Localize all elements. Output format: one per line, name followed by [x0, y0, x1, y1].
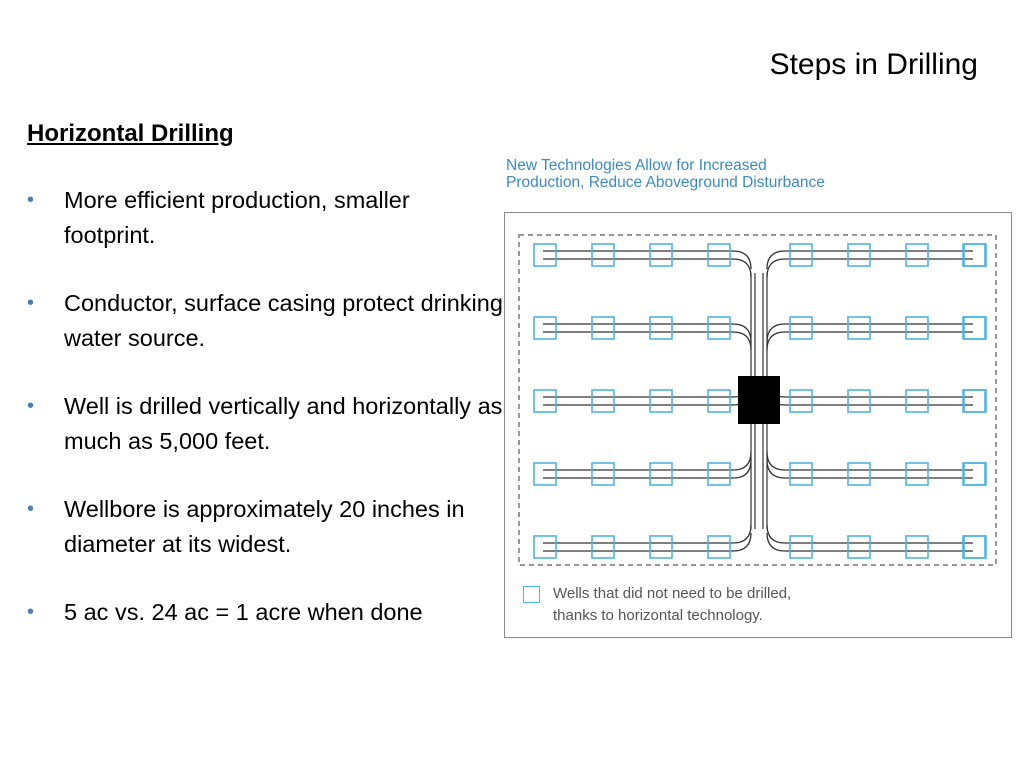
legend-line-1: Wells that did not need to be drilled,	[553, 585, 792, 602]
well-marker	[708, 317, 730, 339]
bullet-dot: •	[27, 601, 35, 623]
lateral-pipe-left	[543, 525, 751, 543]
drilling-pad	[738, 376, 780, 424]
bullet-list	[27, 183, 507, 663]
lateral-pipe-left	[543, 332, 751, 350]
well-marker	[534, 463, 556, 485]
lateral-pipe-left	[543, 379, 751, 397]
diagram-caption-line-1: New Technologies Allow for Increased	[506, 157, 767, 174]
well-marker	[650, 317, 672, 339]
well-layout-svg	[505, 213, 1011, 637]
well-marker	[592, 317, 614, 339]
well-marker	[790, 244, 812, 266]
diagram-caption	[506, 157, 825, 191]
well-marker	[963, 463, 985, 485]
well-marker	[708, 390, 730, 412]
well-marker	[963, 536, 985, 558]
well-marker	[848, 390, 870, 412]
bullet-item	[27, 389, 507, 459]
bullet-dot: •	[27, 292, 35, 314]
well-marker	[848, 463, 870, 485]
legend-line-2: thanks to horizontal technology.	[553, 607, 763, 624]
well-marker	[964, 463, 986, 485]
well-marker	[708, 463, 730, 485]
bullet-dot: •	[27, 189, 35, 211]
bullet-item	[27, 183, 507, 253]
diagram-frame	[504, 212, 1012, 638]
well-marker	[592, 536, 614, 558]
well-marker	[964, 536, 986, 558]
legend-well-icon	[523, 586, 540, 603]
bullet-item	[27, 286, 507, 356]
well-marker	[790, 536, 812, 558]
legend-text	[553, 583, 791, 627]
bullet-dot: •	[27, 498, 35, 520]
well-marker	[906, 244, 928, 266]
well-marker	[906, 463, 928, 485]
well-marker	[790, 463, 812, 485]
well-marker	[592, 390, 614, 412]
well-marker	[650, 390, 672, 412]
well-marker	[964, 390, 986, 412]
lateral-pipe-left	[543, 452, 751, 470]
well-marker	[848, 317, 870, 339]
bullet-text: Wellbore is approximately 20 inches in diameter at its widest.	[64, 496, 465, 557]
drilling-diagram	[504, 155, 1016, 641]
well-marker	[708, 244, 730, 266]
well-marker	[534, 317, 556, 339]
well-marker	[906, 317, 928, 339]
well-marker	[906, 536, 928, 558]
slide-title: Steps in Drilling	[769, 48, 978, 81]
well-marker	[592, 463, 614, 485]
well-marker	[848, 536, 870, 558]
well-marker	[534, 244, 556, 266]
diagram-caption-line-2: Production, Reduce Aboveground Disturbance	[506, 174, 825, 191]
well-marker	[592, 244, 614, 266]
well-marker	[963, 390, 985, 412]
well-marker	[650, 463, 672, 485]
well-marker	[963, 317, 985, 339]
well-marker	[790, 317, 812, 339]
well-marker	[964, 317, 986, 339]
well-marker	[790, 390, 812, 412]
bullet-text: Conductor, surface casing protect drinking water source.	[64, 290, 503, 351]
bullet-text: More efficient production, smaller footprint.	[64, 187, 410, 248]
well-marker	[534, 536, 556, 558]
bullet-text: Well is drilled vertically and horizontally as much as 5,000 feet.	[64, 393, 503, 454]
well-marker	[534, 390, 556, 412]
bullet-dot: •	[27, 395, 35, 417]
well-marker	[964, 244, 986, 266]
bullet-item	[27, 595, 507, 630]
well-marker	[848, 244, 870, 266]
well-marker	[650, 244, 672, 266]
bullet-item	[27, 492, 507, 562]
well-marker	[963, 244, 985, 266]
well-marker	[650, 536, 672, 558]
well-marker	[906, 390, 928, 412]
bullet-text: 5 ac vs. 24 ac = 1 acre when done	[64, 599, 423, 625]
well-marker	[708, 536, 730, 558]
section-heading: Horizontal Drilling	[27, 120, 234, 147]
lateral-pipe-left	[543, 259, 751, 277]
